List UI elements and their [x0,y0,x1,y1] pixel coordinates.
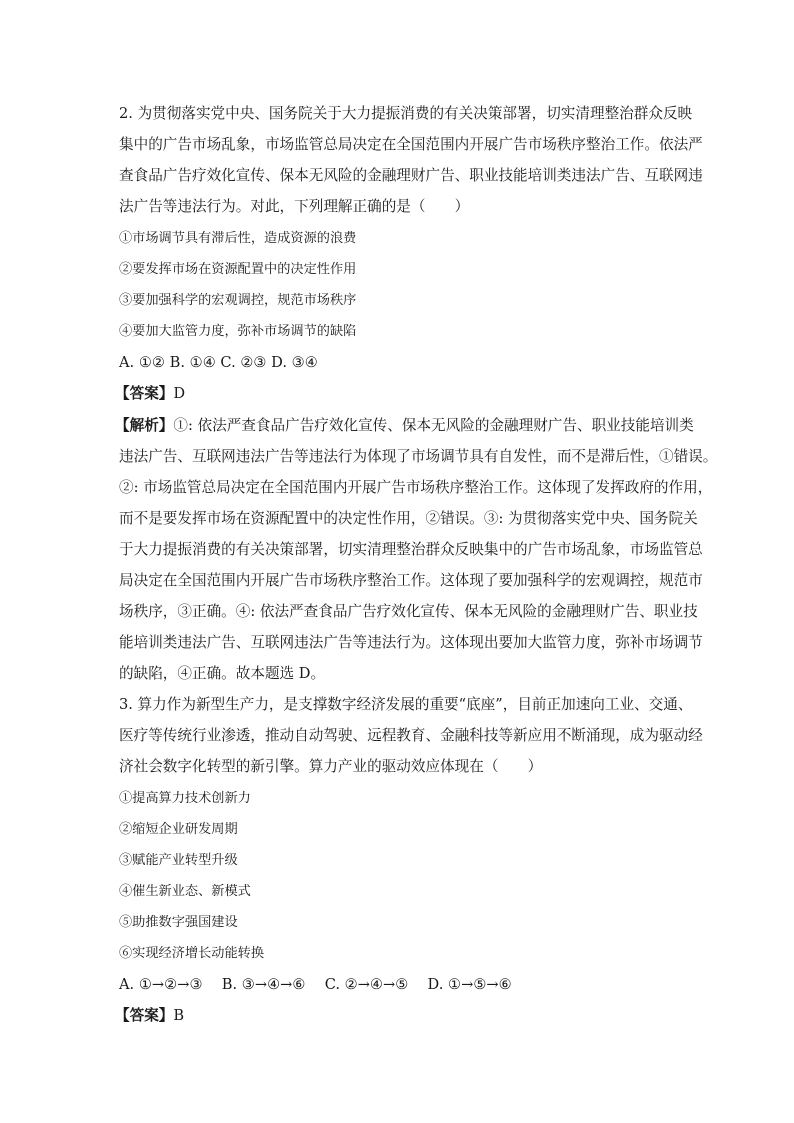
q2-analysis-line-1 [115,416,694,436]
q2-choices: A. ①② B. ①④ C. ②③ D. ③④ [119,354,318,371]
q2-analysis-line-8: 能培训类违法广告、互联网违法广告等违法行为。这体现出要加大监管力度，弥补市场调节 [119,634,703,651]
q2-item-3: ③要加强科学的宏观调控，规范市场秩序 [119,293,357,308]
q2-analysis-line-5: 于大力提振消费的有关决策部署，切实清理整治群众反映集中的广告市场乱象，市场监管总 [119,541,703,558]
q3-answer [115,1006,184,1026]
q2-item-4: ④要加大监管力度，弥补市场调节的缺陷 [119,324,357,339]
q3-stem-line-3: 济社会数字化转型的新引擎。算力产业的驱动效应体现在（ ） [119,758,543,775]
q2-stem-line-4: 法广告等违法行为。对此，下列理解正确的是（ ） [119,198,470,215]
q2-answer [115,384,185,404]
q3-answer-label: 【答案】 [115,1007,174,1024]
q2-analysis-label: 【解析】 [115,417,174,434]
q3-item-3: ③赋能产业转型升级 [119,853,238,868]
q2-answer-label: 【答案】 [115,385,174,402]
q3-choices: A. ①→②→③ B. ③→④→⑥ C. ②→④→⑤ D. ①→⑤→⑥ [119,976,512,993]
q2-answer-value: D [173,385,186,402]
q2-analysis-line-4: 而不是要发挥市场在资源配置中的决定性作用，②错误。③: 为贯彻落实党中央、国务院关 [119,510,698,527]
q2-item-2: ②要发挥市场在资源配置中的决定性作用 [119,262,357,277]
q2-analysis-line-9: 的缺陷，④正确。故本题选 D。 [119,665,326,682]
q2-analysis-line-7: 场秩序，③正确。④: 依法严查食品广告疗效化宣传、保本无风险的金融理财广告、职业技 [119,603,698,620]
q2-stem-line-1: 2. 为贯彻落实党中央、国务院关于大力提振消费的有关决策部署，切实清理整治群众反映 [119,105,693,122]
q2-item-1: ①市场调节具有滞后性，造成资源的浪费 [119,231,357,246]
q3-stem-line-1: 3. 算力作为新型生产力，是支撑数字经济发展的重要“底座”，目前正加速向工业、交通、 [119,696,693,713]
q2-analysis-line-6: 局决定在全国范围内开展广告市场秩序整治工作。这体现了要加强科学的宏观调控，规范市 [119,572,703,589]
q3-item-1: ①提高算力技术创新力 [119,791,251,806]
q2-stem-line-3: 查食品广告疗效化宣传、保本无风险的金融理财广告、职业技能培训类违法广告、互联网违 [119,167,703,184]
q2-stem-line-2: 集中的广告市场乱象，市场监管总局决定在全国范围内开展广告市场秩序整治工作。依法严 [119,136,703,153]
q2-analysis-line-2: 违法广告、互联网违法广告等违法行为体现了市场调节具有自发性，而不是滞后性，①错误。 [119,448,718,465]
q3-item-5: ⑤助推数字强国建设 [119,915,238,930]
q3-answer-value: B [173,1007,185,1024]
q3-item-6: ⑥实现经济增长动能转换 [119,946,265,961]
q2-analysis-line-3: ②: 市场监管总局决定在全国范围内开展广告市场秩序整治工作。这体现了发挥政府的作用， [119,479,713,496]
q3-item-4: ④催生新业态、新模式 [119,884,251,899]
q3-stem-line-2: 医疗等传统行业渗透，推动自动驾驶、远程教育、金融科技等新应用不断涌现，成为驱动经 [119,727,703,744]
q3-item-2: ②缩短企业研发周期 [119,822,238,837]
q2-analysis-text-1: ①: 依法严查食品广告疗效化宣传、保本无风险的金融理财广告、职业技能培训类 [173,417,694,434]
